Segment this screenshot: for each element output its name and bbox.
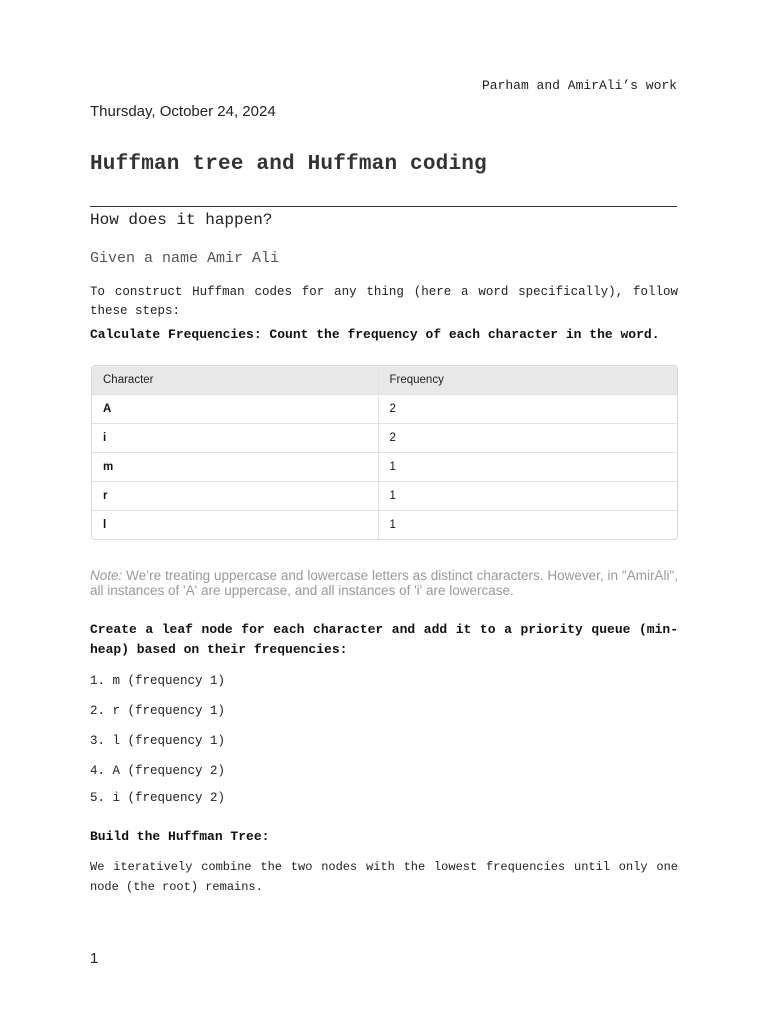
note-paragraph [90,568,678,598]
step-build-tree: Build the Huffman Tree: [90,829,270,844]
step-create-leaf-nodes: Create a leaf node for each character and add it to a priority queue (min-heap) based on their frequencies: [90,622,678,657]
document-date: Thursday, October 24, 2024 [90,103,276,120]
title-divider [90,206,677,207]
frequency-cell: 1 [378,511,677,540]
frequency-cell: 2 [378,395,677,424]
list-item: 1. m (frequency 1) [90,674,226,688]
character-cell: A [92,395,378,424]
section-heading: How does it happen? [90,211,273,229]
frequency-cell: 1 [378,482,677,511]
table-header-row [92,366,677,395]
list-item: 4. A (frequency 2) [90,764,226,778]
frequency-cell: 1 [378,453,677,482]
intro-paragraph: To construct Huffman codes for any thing (here a word specifically), follow these steps: [90,285,678,318]
character-cell: l [92,511,378,540]
table-row [92,424,677,453]
page-number: 1 [90,950,99,967]
character-cell: r [92,482,378,511]
column-header-character: Character [92,366,378,395]
step-calculate-frequencies: Calculate Frequencies: Count the frequency of each character in the word. [90,327,660,342]
frequency-cell: 2 [378,424,677,453]
priority-queue-list [90,672,225,819]
note-label: Note: [90,568,123,583]
table-row [92,511,677,540]
list-item: 2. r (frequency 1) [90,704,226,718]
table-row [92,482,677,511]
column-header-frequency: Frequency [378,366,677,395]
page-title: Huffman tree and Huffman coding [90,153,487,176]
character-cell: m [92,453,378,482]
table-row [92,453,677,482]
list-item: 3. l (frequency 1) [90,734,226,748]
table-row [92,395,677,424]
author-line: Parham and AmirAli’s work [481,78,677,93]
build-tree-paragraph: We iteratively combine the two nodes with the lowest frequencies until only one node (the root) remains. [90,860,678,894]
subheading: Given a name Amir Ali [90,250,280,267]
character-cell: i [92,424,378,453]
list-item: 5. i (frequency 2) [90,791,226,805]
frequency-table [91,365,678,540]
note-text: We’re treating uppercase and lowercase letters as distinct characters. However, in "AmirAli", all instances of 'A' are uppercase, and all instances of 'i' are lowercase. [90,568,678,598]
